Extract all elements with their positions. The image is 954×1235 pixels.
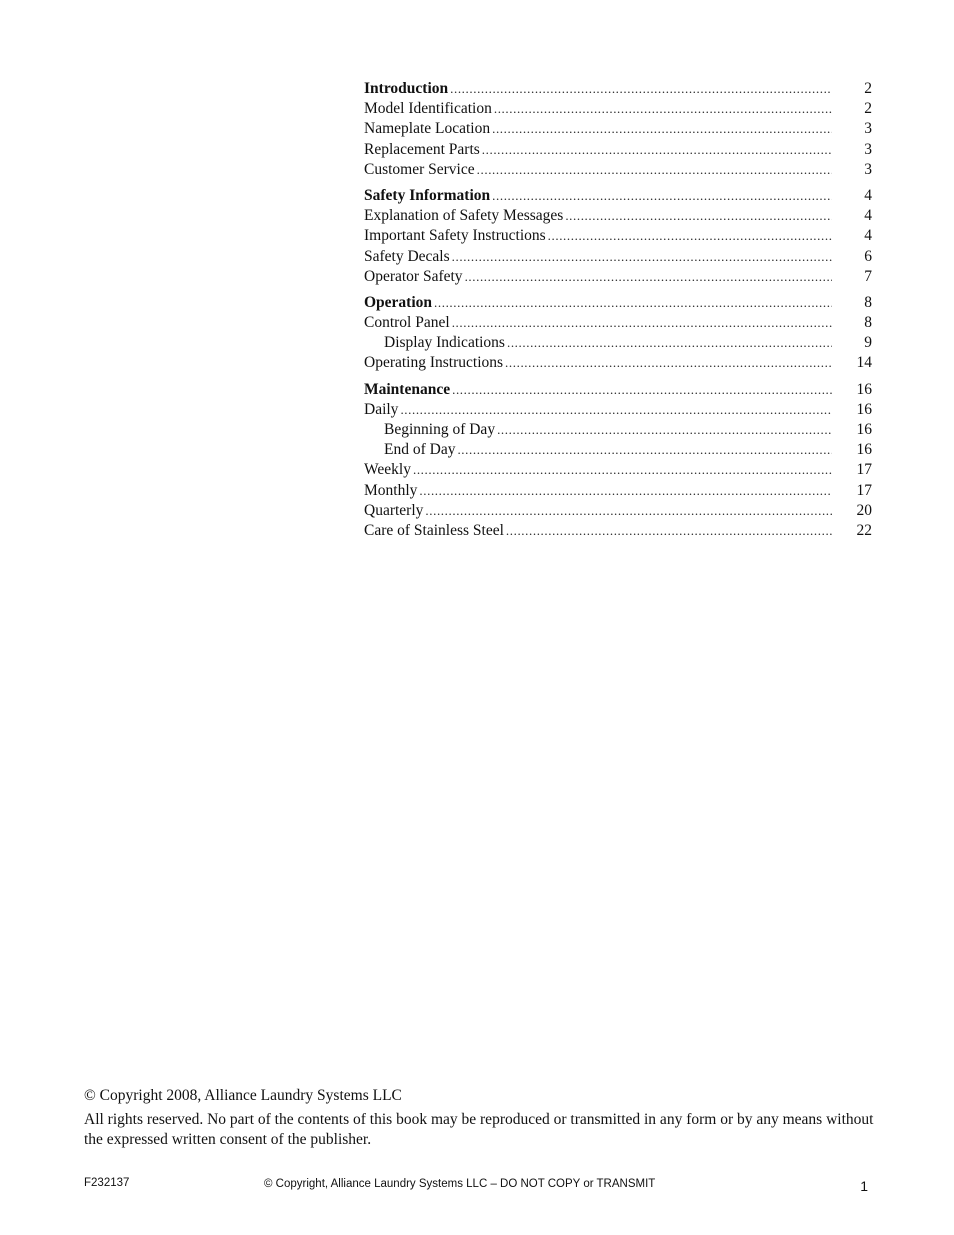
toc-entry-page: 4 <box>864 207 872 225</box>
toc-entry-title: Nameplate Location <box>364 120 491 138</box>
rights-reserved-text: All rights reserved. No part of the contents of this book may be reproduced or transmitted in any form or by any means without the expressed written consent of the publisher. <box>84 1111 874 1148</box>
toc-entry-weekly[interactable] <box>364 460 872 480</box>
document-number: F232137 <box>84 1177 130 1189</box>
toc-entry-title: Safety Decals <box>364 247 450 265</box>
footer-copyright-notice: © Copyright, Alliance Laundry Systems LLC – DO NOT COPY or TRANSMIT <box>264 1178 656 1190</box>
toc-section-safety-information <box>364 186 872 287</box>
toc-entry-title: Daily <box>364 400 399 418</box>
toc-entry-daily[interactable] <box>364 400 872 420</box>
toc-entry-page: 2 <box>864 80 872 97</box>
toc-leader-dots <box>492 186 832 206</box>
toc-entry-safety-decals[interactable] <box>364 247 872 267</box>
toc-entry-page: 22 <box>856 521 872 539</box>
toc-leader-dots <box>505 353 832 373</box>
toc-leader-dots <box>548 226 832 246</box>
toc-entry-page: 17 <box>856 481 872 499</box>
toc-leader-dots <box>413 460 832 480</box>
toc-leader-dots <box>477 160 832 180</box>
toc-entry-page: 16 <box>856 400 872 418</box>
toc-section-operation <box>364 293 872 374</box>
toc-entry-page: 8 <box>864 293 872 311</box>
toc-leader-dots <box>434 293 832 313</box>
toc-leader-dots <box>492 119 832 139</box>
toc-leader-dots <box>497 420 832 440</box>
toc-entry-important-safety-instructions[interactable] <box>364 226 872 246</box>
page-number: 1 <box>860 1178 868 1194</box>
toc-entry-title: Maintenance <box>364 380 451 398</box>
toc-leader-dots <box>506 521 832 541</box>
toc-entry-end-of-day[interactable] <box>364 440 872 460</box>
toc-entry-page: 4 <box>864 227 872 245</box>
toc-section-maintenance <box>364 380 872 542</box>
toc-entry-introduction[interactable] <box>364 79 872 99</box>
toc-entry-title: Customer Service <box>364 160 475 178</box>
toc-entry-title: Explanation of Safety Messages <box>364 207 564 225</box>
toc-entry-title: Operator Safety <box>364 267 463 285</box>
toc-leader-dots <box>457 440 832 460</box>
toc-entry-operation[interactable] <box>364 293 872 313</box>
toc-entry-page: 9 <box>864 334 872 352</box>
toc-entry-page: 16 <box>856 441 872 459</box>
toc-leader-dots <box>452 247 832 267</box>
toc-entry-safety-information[interactable] <box>364 186 872 206</box>
toc-entry-title: Control Panel <box>364 314 450 332</box>
toc-entry-page: 14 <box>856 354 872 372</box>
toc-entry-explanation-of-safety-messages[interactable] <box>364 206 872 226</box>
toc-entry-replacement-parts[interactable] <box>364 140 872 160</box>
toc-entry-page: 16 <box>856 421 872 438</box>
toc-entry-model-identification[interactable] <box>364 99 872 119</box>
toc-leader-dots <box>425 501 832 521</box>
table-of-contents <box>364 79 872 547</box>
toc-leader-dots <box>465 267 832 287</box>
copyright-line: © Copyright 2008, Alliance Laundry Systems LLC <box>84 1087 402 1104</box>
toc-entry-page: 3 <box>864 160 872 178</box>
toc-entry-title: Operating Instructions <box>364 354 504 372</box>
toc-entry-title: Safety Information <box>364 186 491 204</box>
toc-leader-dots <box>419 481 832 501</box>
toc-entry-title: Important Safety Instructions <box>364 227 546 245</box>
toc-entry-maintenance[interactable] <box>364 380 872 400</box>
toc-section-introduction <box>364 79 872 180</box>
toc-entry-quarterly[interactable] <box>364 501 872 521</box>
toc-entry-display-indications[interactable] <box>364 333 872 353</box>
toc-entry-page: 3 <box>864 140 872 158</box>
toc-entry-page: 3 <box>864 120 872 138</box>
copyright-block <box>84 1086 874 1150</box>
toc-leader-dots <box>400 400 832 420</box>
toc-entry-title: Operation <box>364 293 433 311</box>
toc-leader-dots <box>452 380 832 400</box>
toc-entry-title: Beginning of Day <box>384 421 496 438</box>
toc-entry-nameplate-location[interactable] <box>364 119 872 139</box>
toc-entry-page: 16 <box>856 380 872 398</box>
toc-entry-page: 4 <box>864 186 872 204</box>
toc-leader-dots <box>494 99 832 119</box>
toc-entry-title: Quarterly <box>364 501 424 519</box>
toc-entry-control-panel[interactable] <box>364 313 872 333</box>
toc-entry-monthly[interactable] <box>364 481 872 501</box>
toc-leader-dots <box>565 206 832 226</box>
toc-leader-dots <box>450 79 832 99</box>
toc-entry-page: 7 <box>864 267 872 285</box>
toc-leader-dots <box>507 333 832 353</box>
toc-entry-page: 8 <box>864 314 872 332</box>
toc-entry-title: Monthly <box>364 481 418 499</box>
toc-entry-title: Introduction <box>364 80 449 97</box>
toc-entry-page: 6 <box>864 247 872 265</box>
toc-leader-dots <box>482 140 832 160</box>
toc-entry-title: Replacement Parts <box>364 140 480 158</box>
toc-entry-page: 2 <box>864 100 872 118</box>
toc-entry-customer-service[interactable] <box>364 160 872 180</box>
toc-entry-title: End of Day <box>384 441 456 459</box>
toc-entry-title: Model Identification <box>364 100 492 118</box>
toc-entry-title: Display Indications <box>384 334 505 352</box>
toc-entry-beginning-of-day[interactable] <box>364 420 872 440</box>
toc-entry-operating-instructions[interactable] <box>364 353 872 373</box>
toc-entry-page: 20 <box>856 501 872 519</box>
toc-leader-dots <box>452 313 832 333</box>
toc-entry-operator-safety[interactable] <box>364 267 872 287</box>
toc-entry-page: 17 <box>856 461 872 479</box>
toc-entry-care-of-stainless-steel[interactable] <box>364 521 872 541</box>
toc-entry-title: Weekly <box>364 461 411 479</box>
toc-entry-title: Care of Stainless Steel <box>364 521 504 539</box>
